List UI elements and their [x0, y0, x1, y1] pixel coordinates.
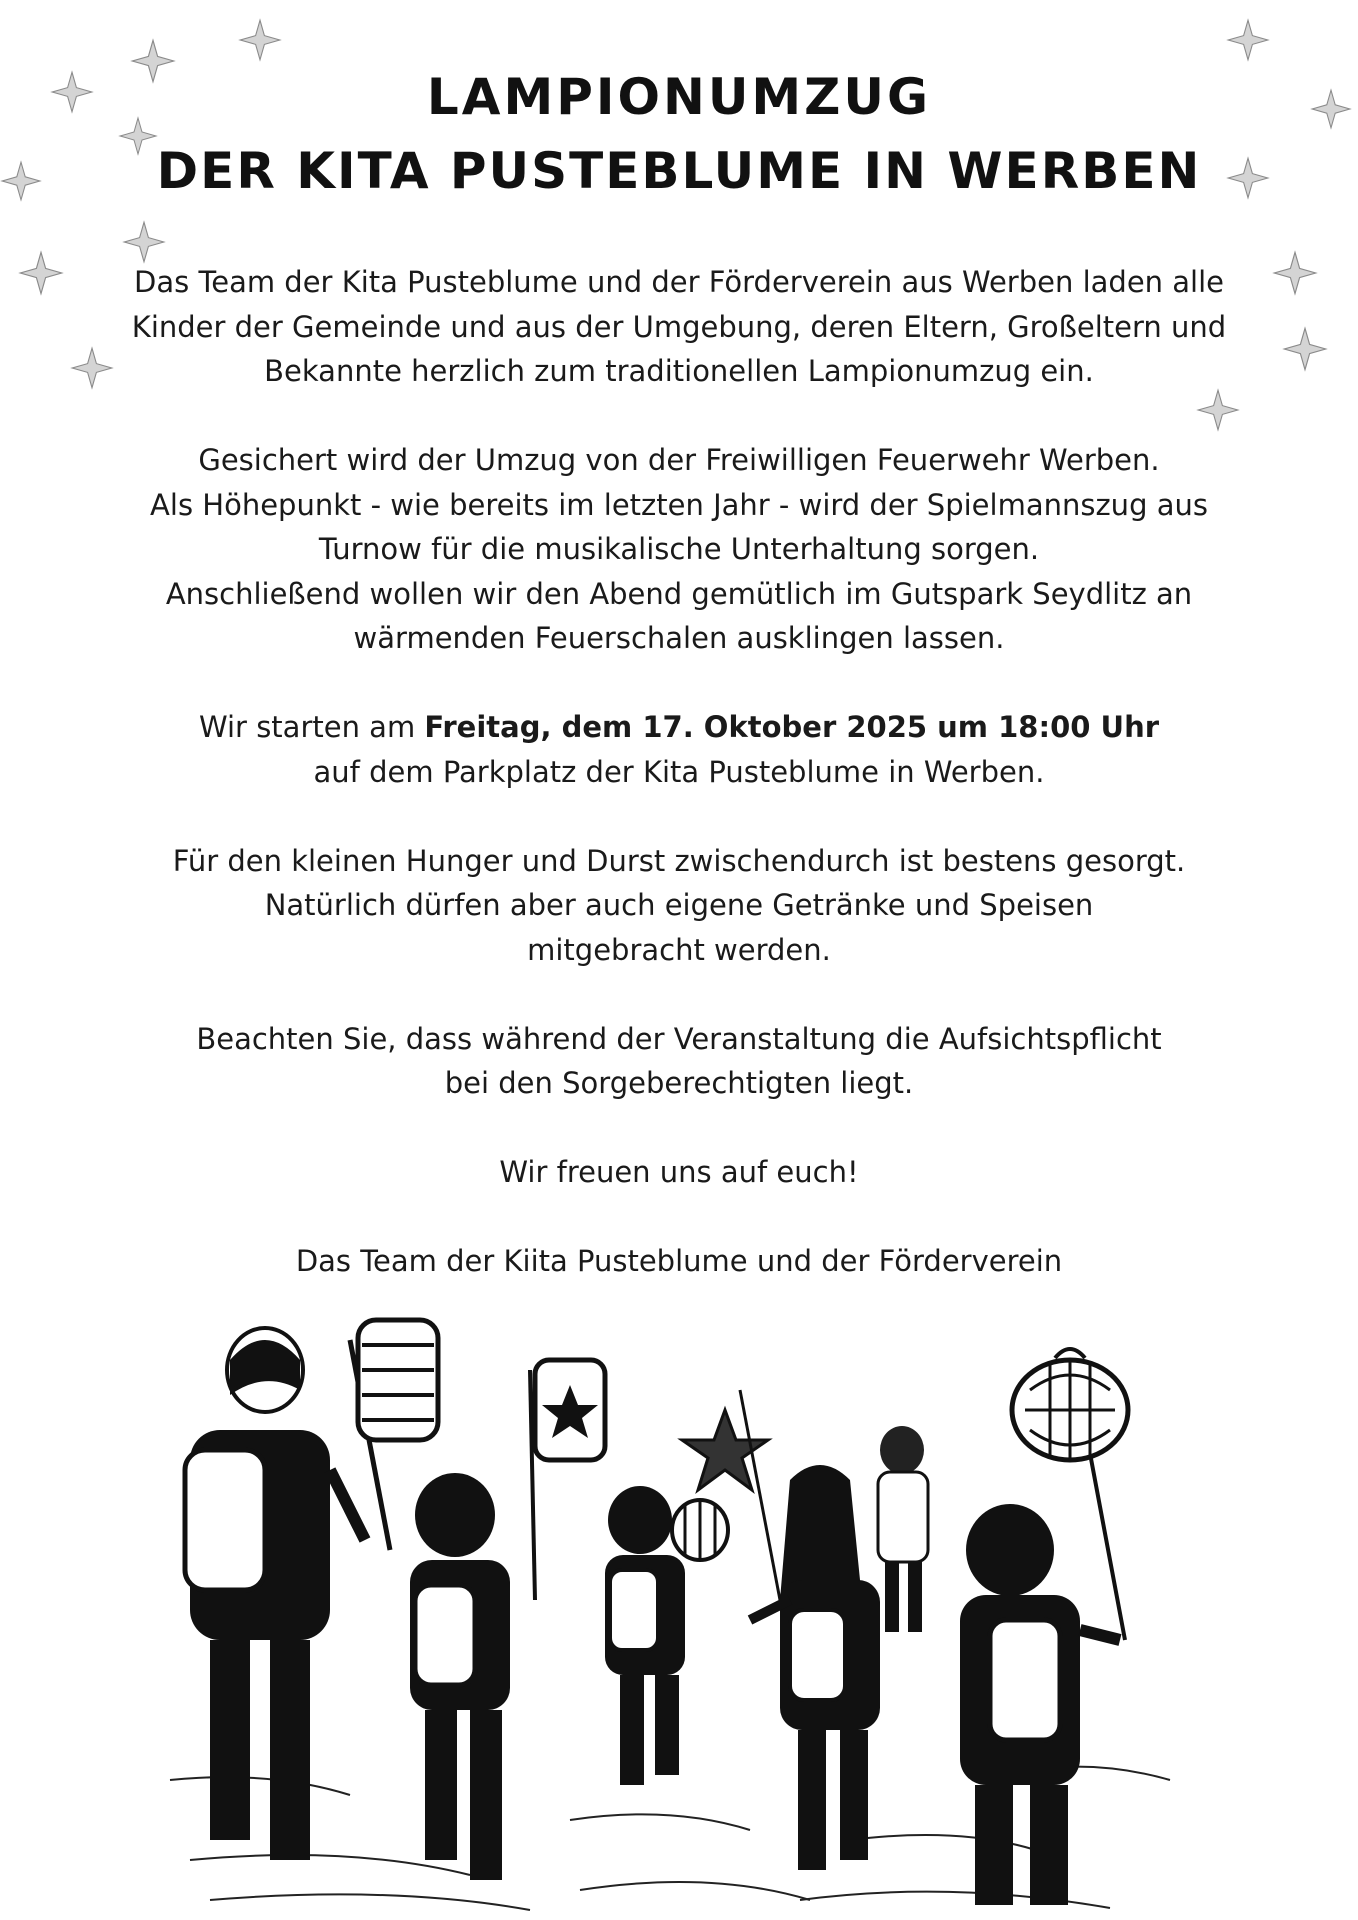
signature-line: Das Team der Kiita Pusteblume und der Förderverein — [295, 1244, 1063, 1278]
food-line: Natürlich dürfen aber auch eigene Getränke und Speisen — [264, 888, 1094, 922]
star-icon — [18, 250, 64, 296]
child-figure — [878, 1426, 928, 1632]
title-line-2: DER KITA PUSTEBLUME IN WERBEN — [156, 142, 1202, 200]
food-line: Für den kleinen Hunger und Durst zwischendurch ist bestens gesorgt. — [172, 843, 1186, 878]
details-line: Anschließend wollen wir den Abend gemütlich im Gutspark Seydlitz an — [165, 576, 1193, 611]
child-figure — [750, 1465, 880, 1870]
details-line: Turnow für die musikalische Unterhaltung sorgen. — [318, 532, 1040, 566]
details-line: Gesichert wird der Umzug von der Freiwilligen Feuerwehr Werben. — [198, 443, 1160, 477]
title-line-1: LAMPIONUMZUG — [426, 68, 932, 126]
details-paragraph — [60, 438, 1298, 661]
star-icon — [122, 220, 166, 264]
lantern-star-pattern — [530, 1360, 605, 1600]
closing-line: Wir freuen uns auf euch! — [499, 1155, 859, 1189]
start-line — [60, 705, 1298, 750]
food-paragraph — [60, 839, 1298, 973]
start-date: Freitag, dem 17. Oktober 2025 um 18:00 Uhr — [424, 710, 1160, 744]
child-figure — [185, 1328, 365, 1860]
flyer-body — [60, 260, 1298, 1284]
intro-paragraph — [60, 260, 1298, 394]
star-icon — [238, 18, 282, 62]
notice-paragraph — [60, 1017, 1298, 1106]
details-line: wärmenden Feuerschalen ausklingen lassen. — [353, 621, 1005, 655]
closing-text — [60, 1150, 1298, 1195]
intro-line: Bekannte herzlich zum traditionellen Lampionumzug ein. — [264, 354, 1094, 388]
child-figure — [410, 1473, 510, 1880]
intro-line: Das Team der Kita Pusteblume und der Förderverein aus Werben laden alle — [134, 265, 1224, 299]
start-paragraph — [60, 705, 1298, 794]
food-line: mitgebracht werden. — [527, 932, 831, 967]
children-lanterns-illustration — [150, 1300, 1210, 1920]
intro-line: Kinder der Gemeinde und aus der Umgebung, deren Eltern, Großeltern und — [131, 309, 1227, 344]
start-prefix: Wir starten am — [198, 710, 425, 744]
star-icon — [1226, 18, 1270, 62]
child-figure — [960, 1504, 1120, 1905]
notice-line: bei den Sorgeberechtigten liegt. — [444, 1066, 914, 1100]
ground-lines — [170, 1767, 1170, 1910]
lantern-star — [672, 1390, 780, 1600]
notice-line: Beachten Sie, dass während der Veranstaltung die Aufsichtspflicht — [196, 1021, 1162, 1056]
start-location: auf dem Parkplatz der Kita Pusteblume in Werben. — [313, 754, 1045, 789]
signature-text — [60, 1239, 1298, 1284]
details-line: Als Höhepunkt - wie bereits im letzten Jahr - wird der Spielmannszug aus — [150, 487, 1208, 522]
